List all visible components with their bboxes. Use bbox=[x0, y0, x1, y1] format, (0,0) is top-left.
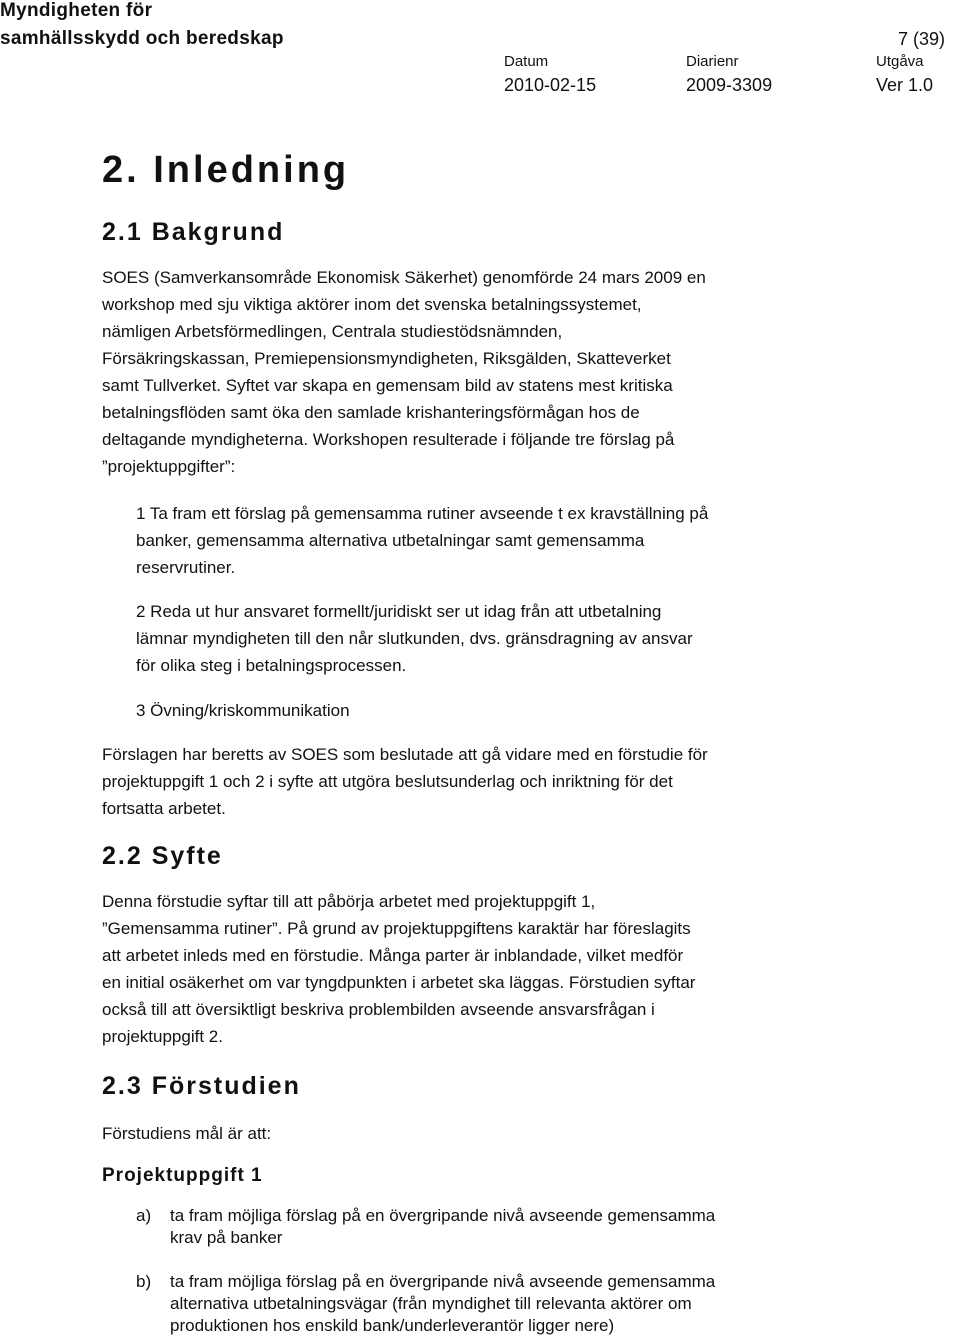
text-line: projektuppgift 2. bbox=[102, 1027, 223, 1046]
text-line: reservrutiner. bbox=[136, 558, 236, 577]
text-line: 1 Ta fram ett förslag på gemensamma rutiner avseende t ex kravställning på bbox=[136, 504, 709, 523]
organization-name-line1: Myndigheten för bbox=[0, 0, 153, 21]
date-label: Datum bbox=[504, 53, 549, 70]
bakgrund-paragraph bbox=[102, 264, 706, 480]
syfte-paragraph bbox=[102, 888, 695, 1050]
section-heading-syfte: 2.2 Syfte bbox=[102, 842, 223, 870]
text-line: ta fram möjliga förslag på en övergripande nivå avseende gemensamma bbox=[170, 1272, 716, 1291]
text-line: krav på banker bbox=[170, 1228, 283, 1247]
text-line: ta fram möjliga förslag på en övergripande nivå avseende gemensamma bbox=[170, 1206, 716, 1225]
text-line: för olika steg i betalningsprocessen. bbox=[136, 656, 407, 675]
text-line: betalningsflöden samt öka den samlade krishanteringsförmågan hos de bbox=[102, 403, 640, 422]
chapter-heading: 2. Inledning bbox=[102, 149, 350, 191]
forstudien-intro: Förstudiens mål är att: bbox=[102, 1124, 272, 1143]
text-line: produktionen hos enskild bank/underleverantör ligger nere) bbox=[170, 1316, 615, 1335]
text-line: Denna förstudie syftar till att påbörja arbetet med projektuppgift 1, bbox=[102, 892, 596, 911]
proposal-3 bbox=[136, 697, 350, 724]
text-line: workshop med sju viktiga aktörer inom det svenska betalningssystemet, bbox=[102, 295, 642, 314]
bakgrund-closing-paragraph bbox=[102, 741, 708, 822]
text-line: Förslagen har beretts av SOES som beslutade att gå vidare med en förstudie för bbox=[102, 745, 708, 764]
list-item-text bbox=[170, 1205, 715, 1249]
text-line: deltagande myndigheterna. Workshopen resulterade i följande tre förslag på bbox=[102, 430, 675, 449]
text-line: ”Gemensamma rutiner”. På grund av projektuppgiftens karaktär har föreslagits bbox=[102, 919, 691, 938]
version-label: Utgåva bbox=[876, 53, 924, 70]
text-line: ”projektuppgifter”: bbox=[102, 457, 236, 476]
text-line: banker, gemensamma alternativa utbetalningar samt gemensamma bbox=[136, 531, 645, 550]
text-line: också till att översiktligt beskriva problembilden avseende ansvarsfrågan i bbox=[102, 1000, 655, 1019]
text-line: fortsatta arbetet. bbox=[102, 799, 226, 818]
diarienr-value: 2009-3309 bbox=[686, 75, 773, 95]
text-line: en initial osäkerhet om var tyngdpunkten i arbetet ska läggas. Förstudien syftar bbox=[102, 973, 696, 992]
version-value: Ver 1.0 bbox=[876, 75, 934, 95]
list-item-a bbox=[136, 1205, 916, 1251]
text-line: lämnar myndigheten till den når slutkunden, dvs. gränsdragning av ansvar bbox=[136, 629, 693, 648]
list-marker: a) bbox=[136, 1206, 152, 1225]
text-line: projektuppgift 1 och 2 i syfte att utgöra beslutsunderlag och inriktning för det bbox=[102, 772, 673, 791]
page-number: 7 (39) bbox=[898, 29, 946, 49]
projektuppgift-1-subheading: Projektuppgift 1 bbox=[102, 1165, 263, 1186]
text-line: att arbetet inleds med en förstudie. Många parter är inblandade, vilket medför bbox=[102, 946, 684, 965]
text-line: 3 Övning/kriskommunikation bbox=[136, 701, 350, 720]
section-heading-bakgrund: 2.1 Bakgrund bbox=[102, 218, 285, 246]
text-line: SOES (Samverkansområde Ekonomisk Säkerhet) genomförde 24 mars 2009 en bbox=[102, 268, 706, 287]
text-line: alternativa utbetalningsvägar (från myndighet till relevanta aktörer om bbox=[170, 1294, 692, 1313]
diarienr-label: Diarienr bbox=[686, 53, 739, 70]
list-item-text bbox=[170, 1271, 715, 1337]
list-marker: b) bbox=[136, 1272, 152, 1291]
proposal-1 bbox=[136, 500, 708, 581]
date-value: 2010-02-15 bbox=[504, 75, 597, 95]
proposal-2 bbox=[136, 598, 693, 679]
section-heading-forstudien: 2.3 Förstudien bbox=[102, 1072, 301, 1100]
list-item-b bbox=[136, 1271, 916, 1339]
text-line: samt Tullverket. Syftet var skapa en gemensam bild av statens mest kritiska bbox=[102, 376, 673, 395]
text-line: nämligen Arbetsförmedlingen, Centrala studiestödsnämnden, bbox=[102, 322, 563, 341]
text-line: Försäkringskassan, Premiepensionsmyndigheten, Riksgälden, Skatteverket bbox=[102, 349, 671, 368]
organization-name-line2: samhällsskydd och beredskap bbox=[0, 28, 284, 49]
text-line: 2 Reda ut hur ansvaret formellt/juridiskt ser ut idag från att utbetalning bbox=[136, 602, 662, 621]
